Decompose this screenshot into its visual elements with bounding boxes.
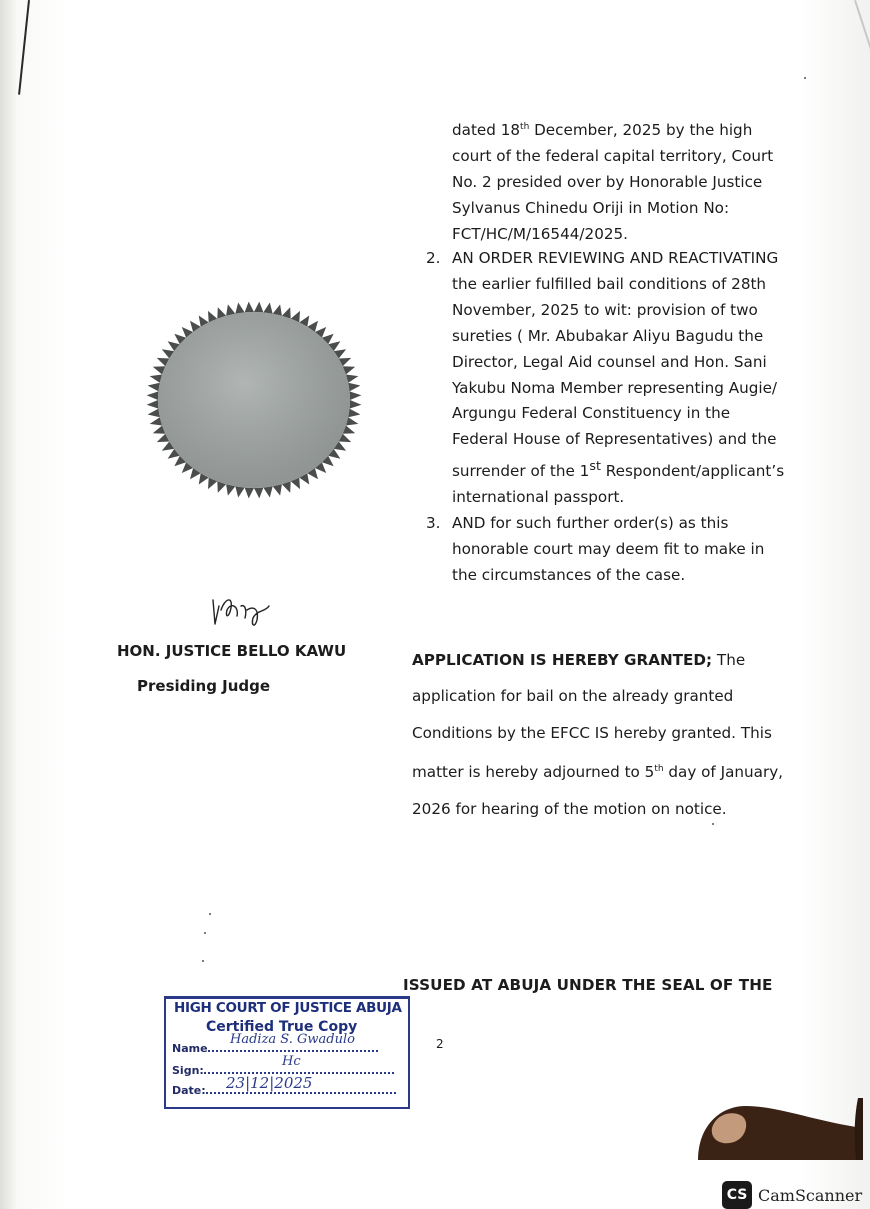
scan-speck [712,823,714,825]
camscanner-watermark [722,1181,862,1209]
order-number: 3. [426,514,441,533]
order-number: 2. [426,249,441,267]
stamp-sign-handwritten: Hc [282,1054,301,1069]
scan-speck [204,932,206,934]
scan-speck [202,960,204,962]
orders-list [426,246,786,589]
stamp-date-handwritten: 23|12|2025 [226,1074,313,1092]
camscanner-text: CamScanner [758,1185,863,1205]
scan-speck [804,77,806,79]
stamp-name-handwritten: Hadiza S. Gwadulo [230,1032,355,1047]
order-paragraph-continued: dated 18th December, 2025 by the high court of the federal capital territory, Court No. 2 presided over by Honorable Justice Sylvanus Chinedu Oriji in Motion No: FCT/HC/M/16544/2025. [452,121,774,244]
order-text: AN ORDER REVIEWING AND REACTIVATING the earlier fulfilled bail conditions of 28th November, 2025 to wit: provision of two sureties ( Mr. Abubakar Aliyu Bagudu the Director, Legal Aid counsel and Hon. Sani Yakubu Noma Member representing Augie/ Argungu Federal Constituency in the Federal House of Representatives) and the surrender of the 1st Respondent/applicant’s international passport. [452,249,785,507]
scan-speck [209,913,211,915]
ruling-heading: APPLICATION IS HEREBY GRANTED; [412,651,713,669]
certified-true-copy-stamp [164,996,410,1108]
camscanner-logo: CS [722,1181,752,1209]
stamp-court-name: HIGH COURT OF JUSTICE ABUJA [174,1000,402,1016]
order-item [426,246,786,511]
page-edge-shadow [0,0,16,1209]
page-number: 2 [436,1037,444,1051]
scan-corner-mark [18,0,30,95]
judge-signature [207,588,277,630]
stamp-name-row: Name [172,1042,378,1055]
stamp-date-row: Date: [172,1084,396,1097]
order-text: AND for such further order(s) as this honorable court may deem fit to make in the circumstances of the case. [452,514,765,584]
ruling-paragraph: APPLICATION IS HEREBY GRANTED; The application for bail on the already granted Conditions by the EFCC IS hereby granted. This matter is hereby adjourned to 5th day of January, 2026 for hearing of the motion on notice. [412,651,784,818]
judge-title: Presiding Judge [137,677,271,695]
court-seal-emboss [145,301,363,499]
issued-statement: ISSUED AT ABUJA UNDER THE SEAL OF THE [403,976,773,994]
finger-in-scan [698,1098,863,1160]
scan-corner-mark-right [854,0,870,105]
stamp-certified-label: Certified True Copy [206,1019,358,1035]
order-item [426,511,786,589]
stamp-sign-row: Sign: [172,1064,394,1077]
judge-name: HON. JUSTICE BELLO KAWU [117,642,347,660]
